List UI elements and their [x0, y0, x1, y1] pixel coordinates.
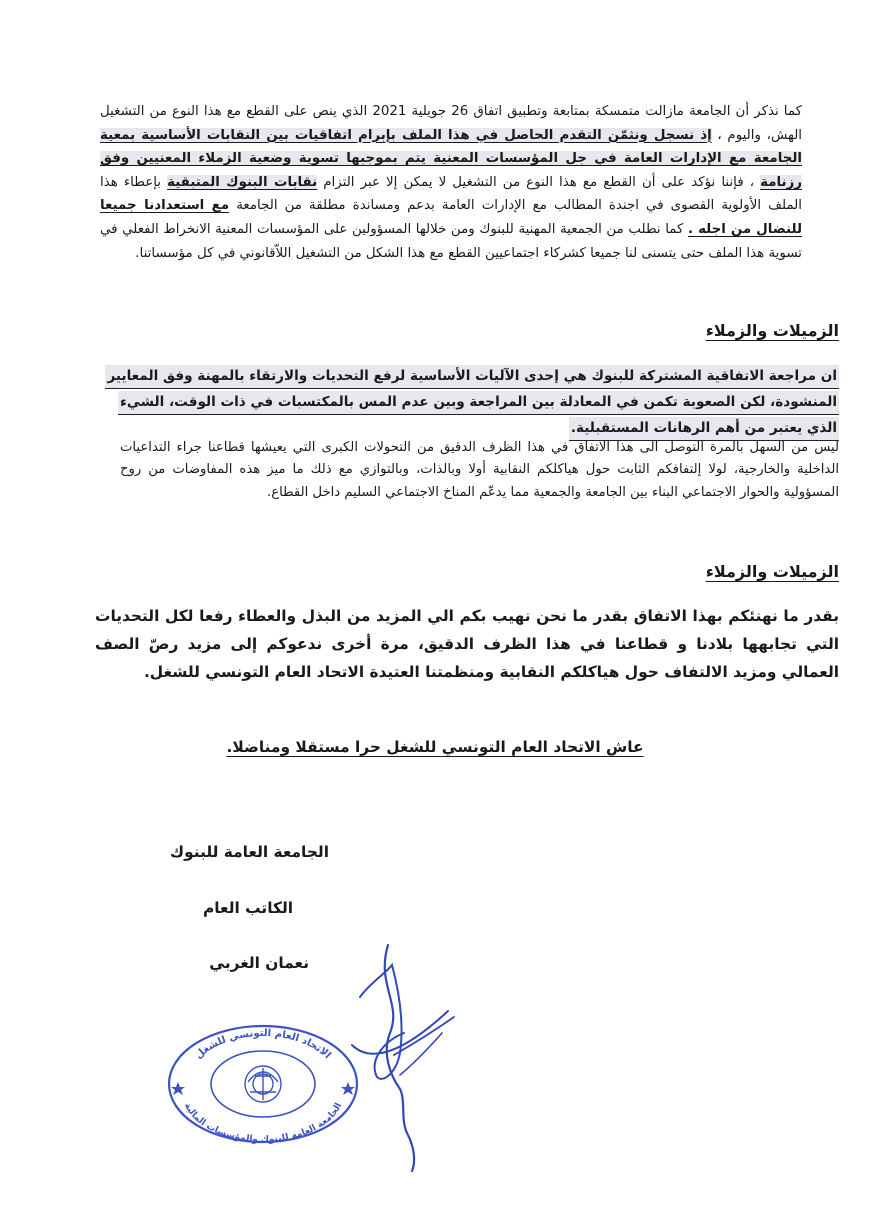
stamp-emblem-icon: [245, 1066, 281, 1102]
highlight-line-2: المنشودة، لكن الصعوبة تكمن في المعادلة بين المراجعة وبين عدم المس بالمكتسبات في ذات الوقت، الشيء: [118, 391, 839, 415]
p1-remaining-unions: نقابات البنوك المتبقية: [167, 174, 318, 190]
highlight-line-1: ان مراجعة الاتفاقية المشتركة للبنوك هي إحدى الآليات الأساسية لرفع التحديات والارتقاء بالمهنة وفق المعايير: [105, 365, 839, 389]
p1-progress-highlight: إذ نسجل ونثمّن التقدم الحاصل في هذا الملف بإبرام اتفاقيات بين النقابات الأساسية بمعية الجامعة مع الإدارات العامة في جل المؤسسات المعنية يتم بموجبها تسوية وضعية الزملاء المعنيين وفق رزنامة: [100, 127, 802, 190]
p1-readiness: مع استعدادنا جميعا للنضال من اجله .: [100, 198, 802, 237]
handwritten-signature: [330, 925, 460, 1175]
highlight-box: [75, 365, 839, 443]
paragraph-contract-followup: [100, 100, 802, 265]
section-heading-2: الزميلات والزملاء: [705, 562, 839, 581]
p1-request: كما نطلب من الجمعية المهنية للبنوك ومن خلالها المسؤولين على المؤسسات المعنية الانخراط الفعلي في تسوية هذا الملف حتى يتسنى لنا جميعا كشركاء اجتماعيين القطع مع هذا الشكل من التشغيل اللاّقانوني في كل مؤسساتنا.: [100, 221, 802, 261]
p1-priority: بإعطاء هذا الملف الأولوية القصوى في اجندة المطالب مع الإدارات العامة بدعم ومساندة مطلقة من الجامعة: [100, 174, 802, 214]
p1-intro: كما نذكر أن الجامعة مازالت متمسكة بمتابعة وتطبيق اتفاق 26 جويلية 2021 الذي ينص على القطع مع هذا النوع من التشغيل الهش، واليوم ،: [100, 104, 803, 143]
p1-commitment: ، فإننا نؤكد على أن القطع مع هذا النوع من التشغيل لا يمكن إلا عبر التزام: [323, 174, 755, 190]
signatory-organization: الجامعة العامة للبنوك: [170, 843, 329, 861]
stamp-text-top: الاتحاد العام التونسي للشغل: [193, 1027, 333, 1062]
paragraph-call-to-action: بقدر ما نهنئكم بهذا الاتفاق بقدر ما نحن نهيب بكم الي المزيد من البذل والعطاء رفعا لكل التحديات التي تجابهها بلادنا و قطاعنا في هذا الظرف الدقيق، مرة أخرى ندعوكم إلى مزيد رصّ الصف العمالي ومزيد الالتفاف حول هياكلكم النقابية ومنظمتنا العتيدة الاتحاد العام التونسي للشغل.: [95, 607, 839, 681]
closing-slogan: عاش الاتحاد العام التونسي للشغل حرا مستقلا ومناضلا.: [226, 738, 644, 756]
paragraph-agreement-context: ليس من السهل بالمرة التوصل الى هذا الاتفاق في هذا الظرف الدقيق من التحولات الكبرى التي يعيشها قطاعنا جراء التداعيات الداخلية والخارجية، لولا إلتفافكم الثابت حول هياكلكم النقابية أولا وبالذات، وبالتوازي مع ذلك ما ميز هذه المفاوضات من روح المسؤولية والحوار الاجتماعي البناء بين الجامعة والجمعية مما يدعّم المناخ الاجتماعي السليم داخل القطاع.: [120, 440, 839, 500]
signatory-role: الكاتب العام: [202, 899, 293, 917]
highlight-line-3: الذي يعتبر من أهم الرهانات المستقبلية.: [569, 417, 839, 441]
signatory-name: نعمان الغربي: [209, 954, 309, 972]
stamp-text-bottom: الجامعة العامة للبنوك والمؤسسات المالية: [181, 1101, 345, 1146]
section-heading-1: الزميلات والزملاء: [705, 321, 839, 340]
